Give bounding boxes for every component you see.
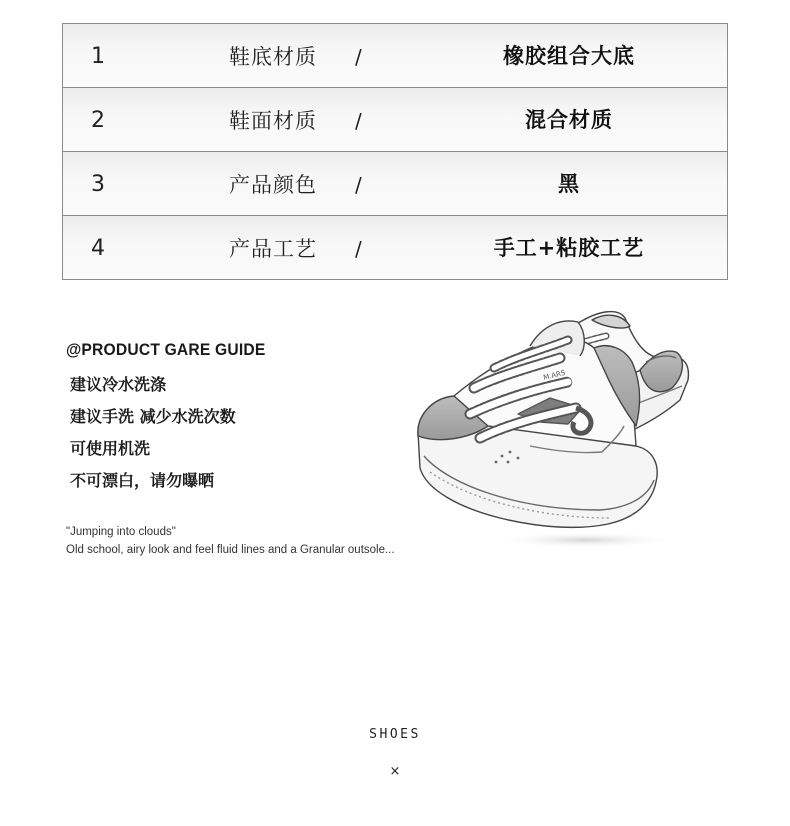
care-item: 可使用机洗: [70, 439, 151, 458]
row-number: 4: [91, 236, 105, 261]
care-item: 不可漂白，请勿曝晒: [70, 471, 215, 490]
row-label: 产品颜色: [229, 173, 317, 197]
front-shoe: [418, 321, 657, 527]
row-value: 橡胶组合大底: [503, 44, 635, 68]
row-label: 鞋底材质: [229, 45, 317, 69]
tagline: [66, 523, 426, 559]
spec-table: [62, 23, 728, 280]
row-number: 1: [91, 44, 105, 69]
footer-label: SHOES: [369, 727, 421, 742]
row-separator: /: [355, 173, 362, 197]
tagline-quote: "Jumping into clouds": [66, 526, 176, 538]
care-guide: [66, 338, 426, 559]
row-number: 2: [91, 108, 105, 133]
care-item: 建议手洗 减少水洗次数: [70, 407, 236, 426]
row-label: 产品工艺: [229, 237, 317, 261]
row-separator: /: [355, 109, 362, 133]
row-separator: /: [355, 45, 362, 69]
row-separator: /: [355, 237, 362, 261]
tagline-description: Old school, airy look and feel fluid lines and a Granular outsole...: [66, 544, 395, 556]
spec-row: [63, 24, 727, 88]
row-value: 混合材质: [525, 108, 613, 132]
spec-row: [63, 216, 727, 280]
spec-row: [63, 88, 727, 152]
footer-close-mark: ×: [389, 764, 401, 779]
row-value: 手工+粘胶工艺: [493, 236, 645, 260]
care-instructions: [70, 375, 426, 503]
svg-text:M.ARS: M.ARS: [542, 368, 567, 382]
row-number: 3: [91, 172, 105, 197]
care-guide-title: @PRODUCT GARE GUIDE: [66, 340, 266, 359]
row-value: 黑: [558, 172, 580, 196]
row-label: 鞋面材质: [229, 109, 317, 133]
spec-row: [63, 152, 727, 216]
sneaker-sketch-image: [410, 296, 700, 556]
care-item: 建议冷水洗涤: [70, 375, 167, 394]
